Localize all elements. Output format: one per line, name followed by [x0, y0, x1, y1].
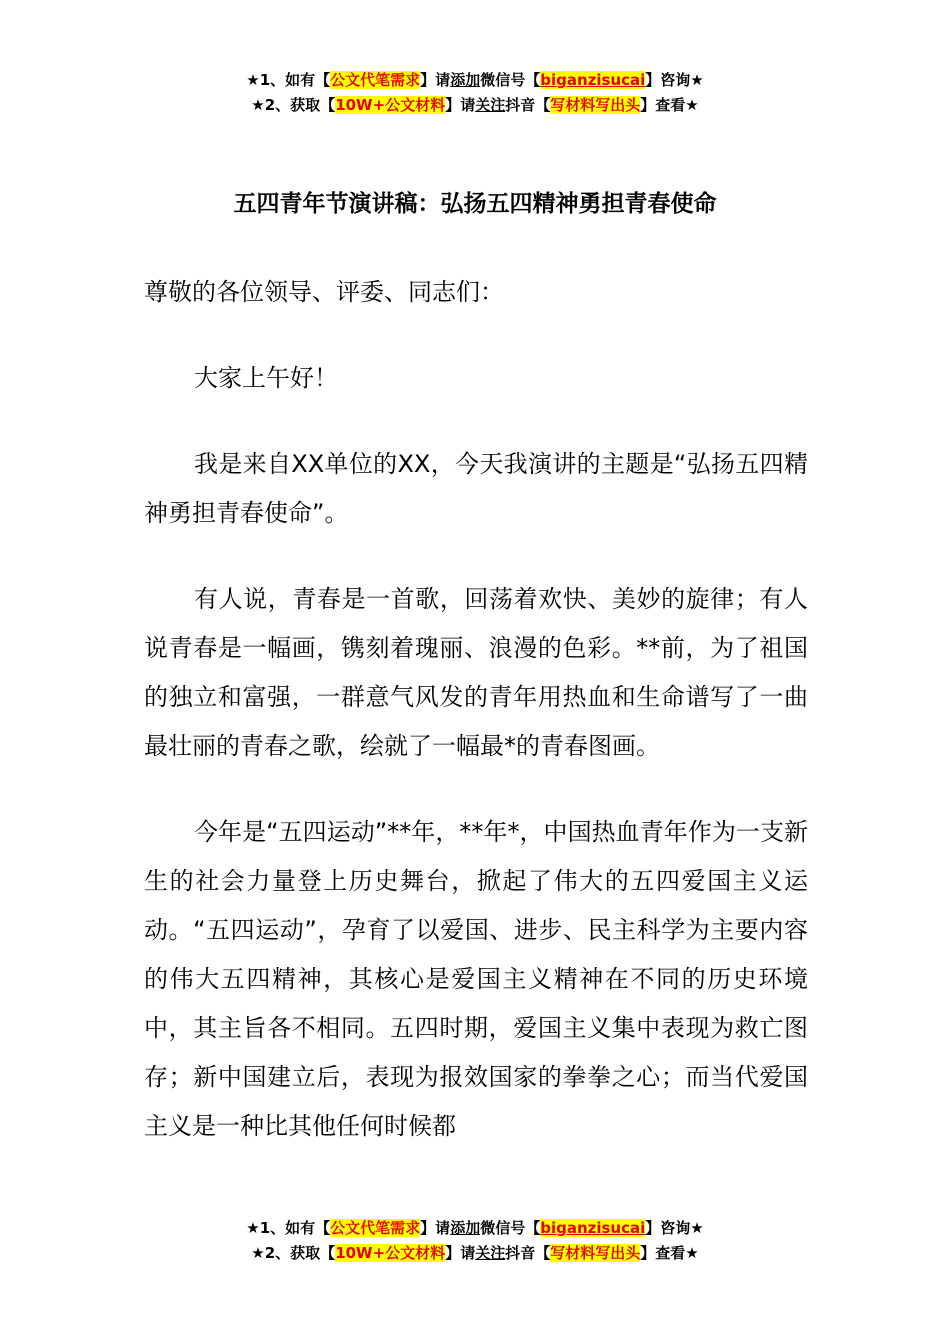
- banner-text: 】咨询★: [645, 1219, 704, 1237]
- banner-douyin-id: 写材料写出头: [550, 1244, 641, 1262]
- banner-wechat-id: biganzisucai: [540, 1219, 646, 1237]
- banner-text: 】请: [445, 96, 476, 114]
- banner-text: 】查看★: [640, 96, 699, 114]
- banner-wechat-id: biganzisucai: [540, 71, 646, 89]
- banner-underline: 关注: [475, 96, 506, 114]
- banner-text: 】咨询★: [645, 71, 704, 89]
- banner-highlight: 10W+公文材料: [335, 96, 446, 114]
- banner-text: 微信号【: [480, 71, 541, 89]
- banner-text: 】请: [445, 1244, 476, 1262]
- salutation: 尊敬的各位领导、评委、同志们：: [144, 278, 504, 306]
- banner-text: 微信号【: [480, 1219, 541, 1237]
- paragraph: 今年是“五四运动”**年，**年*，中国热血青年作为一支新生的社会力量登上历史舞台，掀起了伟大的五四爱国主义运动。“五四运动”，孕育了以爱国、进步、民主科学为主要内容的伟大五四精神，其核心是爱国主义精神在不同的历史环境中，其主旨各不相同。五四时期，爱国主义集中表现为救亡图存；新中国建立后，表现为报效国家的拳拳之心；而当代爱国主义是一种比其他任何时候都: [144, 818, 808, 1140]
- banner-text: 抖音【: [505, 96, 551, 114]
- paragraph: 大家上午好！: [194, 364, 338, 392]
- banner-text: 】查看★: [640, 1244, 699, 1262]
- banner-line-1: [0, 1216, 950, 1241]
- banner-text: 抖音【: [505, 1244, 551, 1262]
- banner-text: 】请: [420, 1219, 451, 1237]
- document-body: [144, 268, 808, 1188]
- banner-underline: 关注: [475, 1244, 506, 1262]
- footer-banner: [0, 1216, 950, 1266]
- banner-underline: 添加: [450, 1219, 481, 1237]
- banner-highlight: 10W+公文材料: [335, 1244, 446, 1262]
- banner-text: ★1、如有【: [246, 71, 331, 89]
- paragraph: 我是来自XX单位的XX，今天我演讲的主题是“弘扬五四精神勇担青春使命”。: [144, 450, 808, 527]
- banner-text: 】请: [420, 71, 451, 89]
- paragraph: 有人说，青春是一首歌，回荡着欢快、美妙的旋律；有人说青春是一幅画，镌刻着瑰丽、浪漫的色彩。**前，为了祖国的独立和富强，一群意气风发的青年用热血和生命谱写了一曲最壮丽的青春之歌，绘就了一幅最*的青春图画。: [144, 585, 808, 760]
- banner-line-2: [0, 1241, 950, 1266]
- banner-line-2: [0, 93, 950, 118]
- banner-douyin-id: 写材料写出头: [550, 96, 641, 114]
- banner-highlight: 公文代笔需求: [330, 71, 421, 89]
- banner-text: ★1、如有【: [246, 1219, 331, 1237]
- document-title: 五四青年节演讲稿：弘扬五四精神勇担青春使命: [233, 191, 717, 217]
- banner-line-1: [0, 68, 950, 93]
- banner-underline: 添加: [450, 71, 481, 89]
- banner-text: ★2、获取【: [251, 1244, 336, 1262]
- banner-highlight: 公文代笔需求: [330, 1219, 421, 1237]
- banner-text: ★2、获取【: [251, 96, 336, 114]
- header-banner: [0, 68, 950, 118]
